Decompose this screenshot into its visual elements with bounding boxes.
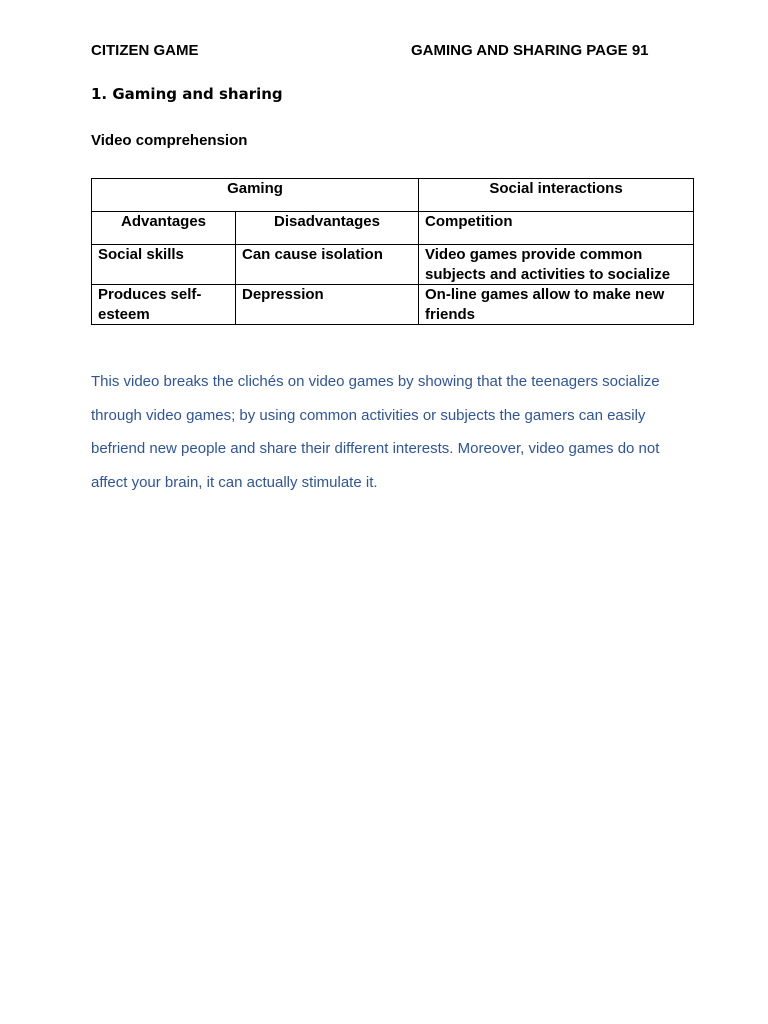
table-cell: Depression — [236, 285, 419, 325]
table-cell: Produces self-esteem — [92, 285, 236, 325]
table-row — [92, 285, 694, 325]
table-column-header: Disadvantages — [236, 212, 419, 245]
subheading: Video comprehension — [91, 132, 248, 149]
table-cell: Can cause isolation — [236, 245, 419, 285]
table-cell: Video games provide common subjects and activities to socialize — [419, 245, 694, 285]
table-row — [92, 212, 694, 245]
section-heading: 1. Gaming and sharing — [91, 85, 283, 103]
comparison-table — [91, 178, 694, 325]
table-group-header-gaming: Gaming — [92, 179, 419, 212]
table-group-header-social: Social interactions — [419, 179, 694, 212]
table-column-header: Competition — [419, 212, 694, 245]
header-page-label: GAMING AND SHARING PAGE 91 — [411, 42, 649, 59]
table-cell: On-line games allow to make new friends — [419, 285, 694, 325]
table-row — [92, 179, 694, 212]
summary-paragraph: This video breaks the clichés on video games by showing that the teenagers socialize through video games; by using common activities or subjects the gamers can easily befriend new people and share their different interests. Moreover, video games do not affect your brain, it can actually stimulate it. — [91, 373, 660, 491]
table-column-header: Advantages — [92, 212, 236, 245]
table-row — [92, 245, 694, 285]
table-cell: Social skills — [92, 245, 236, 285]
header-title: CITIZEN GAME — [91, 42, 199, 59]
